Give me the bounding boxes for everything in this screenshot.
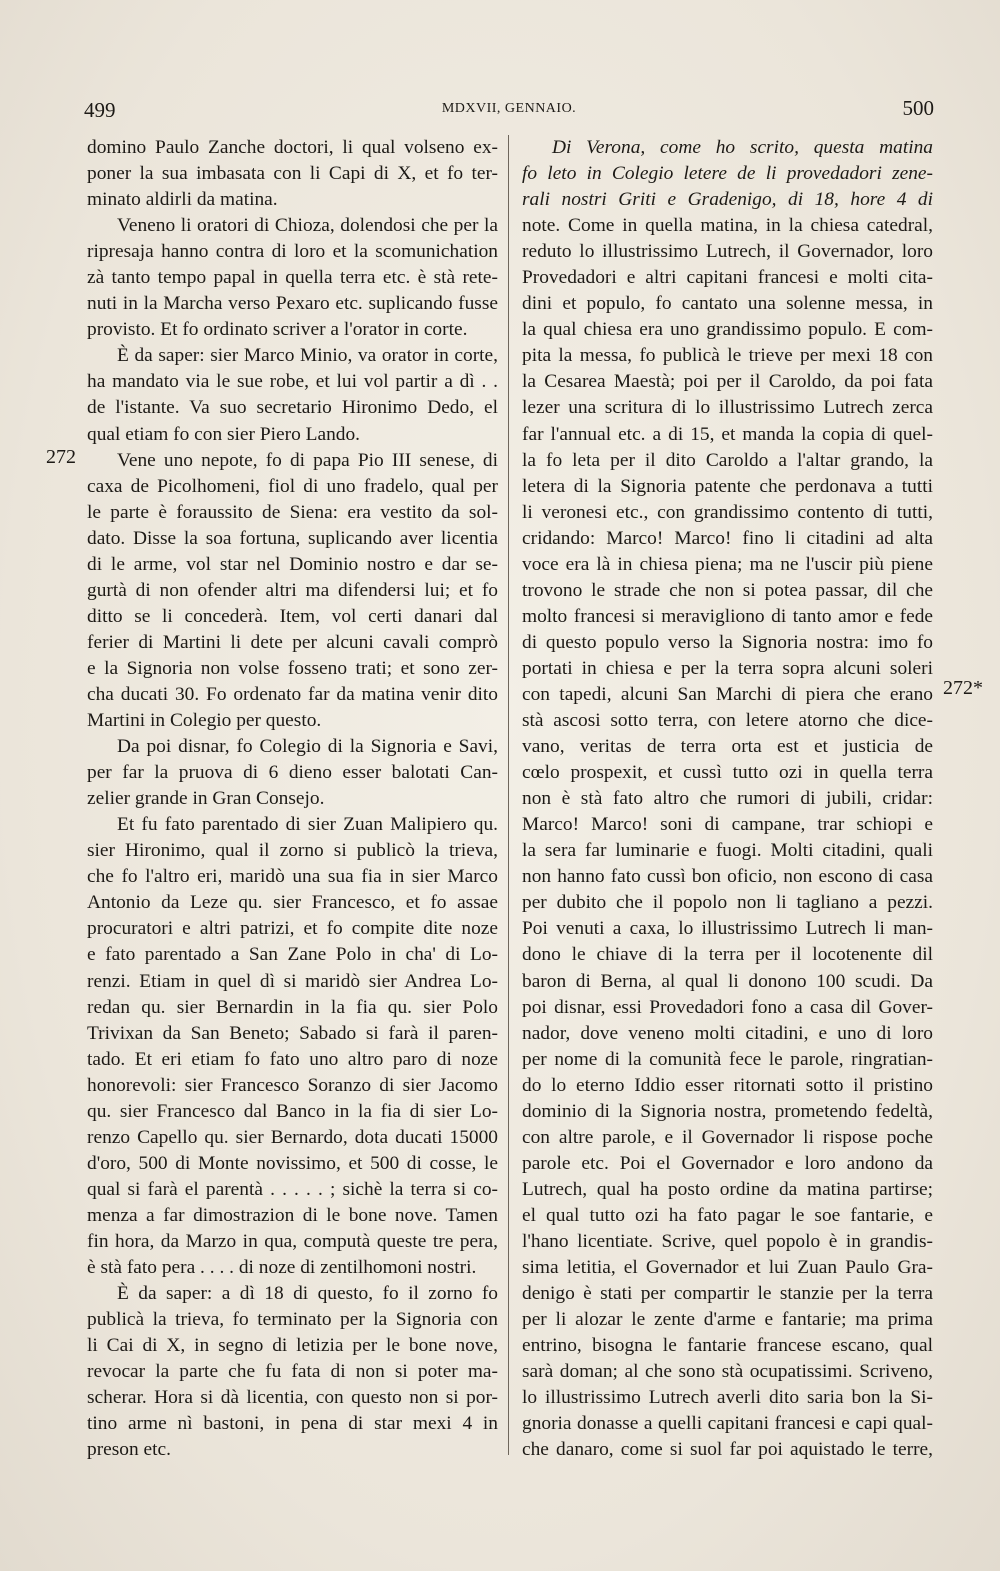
text-line: scherar. Hora si dà licentia, con questo non si por- xyxy=(87,1387,498,1409)
text-line: la Cesarea Maestà; poi per il Caroldo, da poi fata xyxy=(522,371,933,393)
text-line: far l'annual etc. a di 15, et manda la copia di quel- xyxy=(522,423,933,445)
text-line: qu. sier Francesco dal Banco in la fia di sier Lo- xyxy=(87,1100,498,1122)
text-line: non è stà fato altro che rumori di jubili, cridar: xyxy=(522,788,933,810)
text-line: sier Hironimo, qual il zorno si publicò la trieva, xyxy=(87,840,498,862)
text-line: vano, veritas de terra orta est et justicia de xyxy=(522,736,933,758)
text-line: Antonio da Leze qu. sier Francesco, et fo assae xyxy=(87,892,498,914)
text-line: de l'istante. Va suo secretario Hironimo Dedo, el xyxy=(87,397,498,419)
text-line: note. Come in quella matina, in la chiesa catedral, xyxy=(522,215,933,237)
text-line: zelier grande in Gran Consejo. xyxy=(87,788,325,810)
text-line: preson etc. xyxy=(87,1439,171,1461)
text-line: poner la sua imbasata con li Capi di X, et fo ter- xyxy=(87,163,498,185)
text-line: publicà la trieva, fo terminato per la Signoria con xyxy=(87,1309,498,1331)
text-line: Da poi disnar, fo Colegio di la Signoria e Savi, xyxy=(117,736,498,758)
text-line: cha ducati 30. Fo ordenato far da matina venir dito xyxy=(87,683,498,705)
text-line: menza a far dimostrazion di le bone nove. Tamen xyxy=(87,1204,498,1226)
text-line: pita la messa, fo publicà le trieve per mexi 18 con xyxy=(522,345,933,367)
text-line: È da saper: sier Marco Minio, va orator in corte, xyxy=(117,345,498,367)
text-line: letera di la Signoria patente che perdonava a tutti xyxy=(522,475,933,497)
margin-note-right: 272* xyxy=(943,677,983,699)
text-line: zà tanto tempo papal in quella terra etc. è stà rete- xyxy=(87,267,498,289)
text-line: per nome di la comunità fece le parole, ringratian- xyxy=(522,1048,933,1070)
text-line: gnoria donasse a quelli capitani francesi e capi qual- xyxy=(522,1413,933,1435)
text-line: domino Paulo Zanche doctori, li qual volseno ex- xyxy=(87,137,498,158)
left-text-column xyxy=(87,135,498,1463)
text-line: cridando: Marco! Marco! fino li citadini ad alta xyxy=(522,527,933,549)
text-line: Vene uno nepote, fo di papa Pio III senese, di xyxy=(117,449,498,471)
page-number-right: 500 xyxy=(902,96,934,120)
text-line: li Cai di X, in segno di letizia per le bone nove, xyxy=(87,1335,498,1357)
text-line: trovono le strade che non si potea passar, dil che xyxy=(522,579,933,601)
text-line: renzi. Etiam in quel dì si maridò sier Andrea Lo- xyxy=(87,970,498,992)
text-line: dono le chiave di la terra per il locotenente dil xyxy=(522,944,933,966)
text-line: do lo eterno Iddio esser ritornati sotto il pristino xyxy=(522,1074,933,1096)
text-line: dominio di la Signoria nostra, prometendo fedeltà, xyxy=(522,1100,933,1122)
text-line: sima letitia, el Governador et lui Zuan Paulo Gra- xyxy=(522,1257,933,1279)
text-line: l'hano licentiate. Scrive, quel popolo è in grandis- xyxy=(522,1230,933,1252)
text-line: lezer una scritura di lo illustrissimo Lutrech zerca xyxy=(522,397,933,419)
text-line: non hanno fato cussì bon oficio, non escono di casa xyxy=(522,866,933,888)
text-line: che fo l'altro eri, maridò una sua fia in sier Marco xyxy=(87,866,498,888)
text-line: lo illustrissimo Lutrech averli dito saria bon la Si- xyxy=(522,1387,933,1409)
text-line: Di Verona, come ho scrito, questa matina xyxy=(552,137,933,158)
text-line: sarà doman; al che sono stà ocupatissimi. Scriveno, xyxy=(522,1361,933,1383)
text-line: denigo è stati per compartir le stanzie per la terra xyxy=(522,1283,933,1305)
text-line: di questo populo verso la Signoria nostra: imo fo xyxy=(522,631,933,653)
text-line: Veneno li oratori di Chioza, dolendosi che per la xyxy=(117,215,498,237)
text-line: per li alozar le zente d'arme e fantarie; ma prima xyxy=(522,1309,933,1331)
text-line: Martini in Colegio per questo. xyxy=(87,710,322,732)
text-line: renzo Capello qu. sier Bernardo, dota ducati 15000 xyxy=(87,1126,498,1148)
text-line: parole etc. Poi el Governador e loro andono da xyxy=(522,1152,933,1174)
text-line: dini et populo, fo cantato una solenne messa, in xyxy=(522,293,933,315)
text-line: baron di Berna, al qual li donono 100 scudi. Da xyxy=(522,970,933,992)
text-line: tado. Et eri etiam fo fato uno altro paro di noze xyxy=(87,1048,498,1070)
text-line: qual si farà el parentà . . . . . ; sichè la terra si co- xyxy=(87,1178,498,1200)
text-line: con tapedi, alcuni San Marchi di piera che erano xyxy=(522,683,933,705)
text-line: honorevoli: sier Francesco Soranzo di sier Jacomo xyxy=(87,1074,498,1096)
text-line: Provedadori e altri capitani francesi e molti cita- xyxy=(522,267,933,289)
text-line: la sera far luminarie e fuogi. Molti citadini, quali xyxy=(522,840,933,862)
text-line: fin hora, da Marzo in qua, computà queste tre pera, xyxy=(87,1230,498,1252)
text-line: Poi venuti a caxa, lo illustrissimo Lutrech li man- xyxy=(522,918,933,940)
text-line: Marco! Marco! soni di campane, trar schiopi e xyxy=(522,814,933,836)
text-line: voce era là in chiesa piena; ma ne l'uscir più piene xyxy=(522,553,933,575)
text-line: el qual tutto ozi ha fato pagar le soe fantarie, e xyxy=(522,1204,933,1226)
text-line: procuratori e altri patrizi, et fo compite dite noze xyxy=(87,918,498,940)
column-divider xyxy=(508,135,509,1455)
text-line: è stà fato pera . . . . di noze di zentilhomoni nostri. xyxy=(87,1257,477,1279)
text-line: con altre parole, e il Governador li rispose poche xyxy=(522,1126,933,1148)
text-line: stà ascosi sotto terra, con letere atorno che dice- xyxy=(522,710,933,732)
text-line: nador, dove veneno molti citadini, e uno di loro xyxy=(522,1022,933,1044)
right-text-column xyxy=(522,135,933,1463)
text-line: la qual chiesa era uno grandissimo populo. E com- xyxy=(522,319,933,341)
text-line: ripresaja hanno contra di loro et la scomunichation xyxy=(87,241,498,263)
text-line: cœlo prospexit, et cussì tutto ozi in quella terra xyxy=(522,762,933,784)
running-header xyxy=(84,96,934,126)
text-line: Lutrech, qual ha posto ordine da matina partirse; xyxy=(522,1178,933,1200)
text-line: qual etiam fo con sier Piero Lando. xyxy=(87,423,361,445)
running-title: MDXVII, GENNAIO. xyxy=(441,101,577,116)
text-line: portati in chiesa e per la terra sopra alcuni soleri xyxy=(522,657,933,679)
margin-note-left: 272 xyxy=(46,446,76,468)
text-line: nuti in la Marcha verso Pexaro etc. suplicando fusse xyxy=(87,293,498,315)
text-line: minato aldirli da matina. xyxy=(87,189,278,211)
text-line: entrino, bisogna le fantarie francese escano, qual xyxy=(522,1335,933,1357)
text-line: le parte è foraussito de Siena: era vestito da sol- xyxy=(87,501,498,523)
text-line: per far la pruova di 6 dieno esser balotati Can- xyxy=(87,762,498,784)
text-line: reduto lo illustrissimo Lutrech, il Governador, loro xyxy=(522,241,933,263)
text-line: molto francesi si meravigliono di tanto amor e fede xyxy=(522,605,933,627)
text-line: e fato parentado a San Zane Polo in cha' di Lo- xyxy=(87,944,498,966)
text-line: revocar la parte che fu fata di non si poter ma- xyxy=(87,1361,498,1383)
text-line: li veronesi etc., con grandissimo contento di tutti, xyxy=(522,501,933,523)
text-line: e la Signoria non volse fosseno trati; et sono zer- xyxy=(87,657,498,679)
text-line: Trivixan da San Beneto; Sabado si farà il paren- xyxy=(87,1022,498,1044)
text-line: redan qu. sier Bernardin in la fia qu. sier Polo xyxy=(87,996,498,1018)
text-line: fo leto in Colegio letere de li provedadori zene- xyxy=(522,163,933,185)
text-line: Et fu fato parentado di sier Zuan Malipiero qu. xyxy=(117,814,498,836)
text-line: tino arme nì bastoni, in pena di star mexi 4 in xyxy=(87,1413,498,1435)
text-line: di le arme, vol star nel Dominio nostro e dar se- xyxy=(87,553,498,575)
text-line: rali nostri Griti e Gradenigo, di 18, hore 4 di xyxy=(522,189,933,211)
text-line: È da saper: a dì 18 di questo, fo il zorno fo xyxy=(117,1283,498,1305)
text-line: dato. Disse la soa fortuna, suplicando aver licentia xyxy=(87,527,498,549)
text-line: d'oro, 500 di Monte novissimo, et 500 di cosse, le xyxy=(87,1152,498,1174)
text-line: ditto se li concederà. Item, vol certi danari dal xyxy=(87,605,498,627)
text-line: caxa de Picolhomeni, fiol di uno fradelo, qual per xyxy=(87,475,498,497)
text-line: ferier di Martini li dete per alcuni cavali comprò xyxy=(87,631,498,653)
text-line: ha mandato via le sue robe, et lui vol partir a dì . . xyxy=(87,371,498,393)
text-line: per dubito che il popolo non li tagliano a pezzi. xyxy=(522,892,933,914)
text-line: poi disnar, essi Provedadori fono a casa dil Gover- xyxy=(522,996,933,1018)
text-line: provisto. Et fo ordinato scriver a l'orator in corte. xyxy=(87,319,468,341)
text-line: che danaro, come si suol far poi aquistado le terre, xyxy=(522,1439,933,1461)
text-line: la fo leta per il dito Caroldo a l'altar grando, la xyxy=(522,449,933,471)
text-line: gurtà di non ofender altri ma difendersi lui; et fo xyxy=(87,579,498,601)
page-number-left: 499 xyxy=(84,98,116,122)
